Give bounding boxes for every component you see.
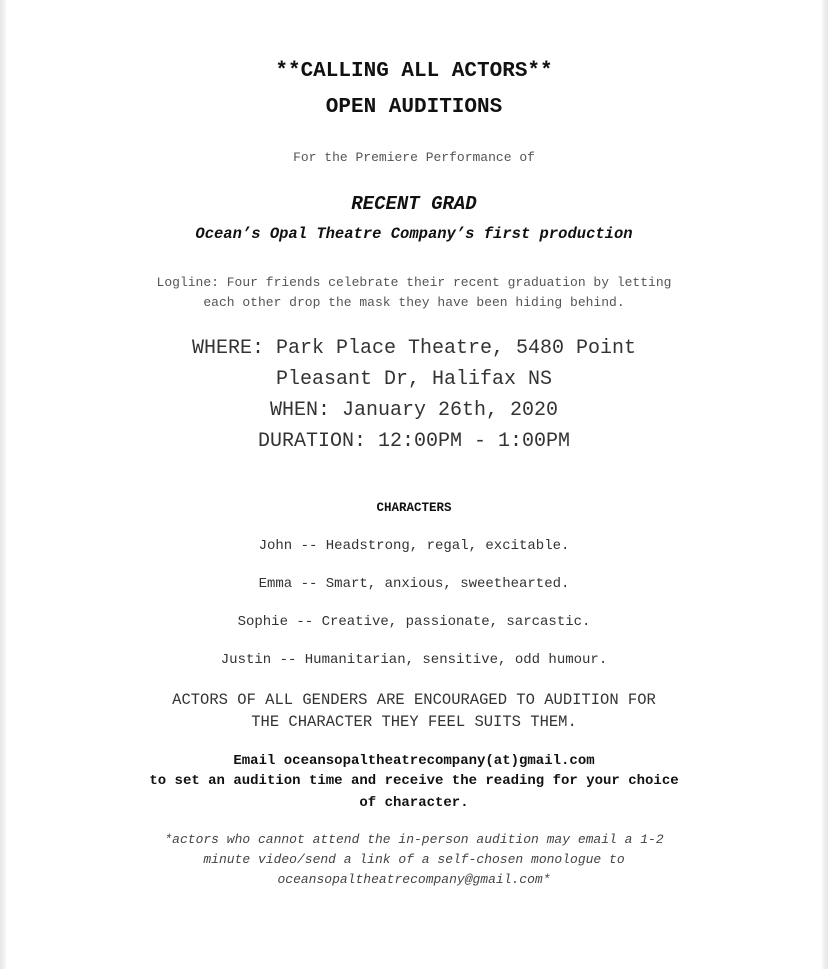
production-title: RECENT GRAD — [351, 193, 477, 215]
logline-line-1: Logline: Four friends celebrate their recent graduation by letting — [156, 275, 672, 290]
footnote-line-3: oceansopaltheatrecompany@gmail.com* — [277, 872, 551, 887]
character-justin: Justin -- Humanitarian, sensitive, odd humour. — [220, 652, 608, 668]
contact-character-line: of character. — [359, 795, 469, 811]
character-emma: Emma -- Smart, anxious, sweethearted. — [258, 576, 570, 592]
intro-text: For the Premiere Performance of — [293, 150, 535, 165]
when-line: WHEN: January 26th, 2020 — [269, 399, 559, 422]
contact-email-line: Email oceansopaltheatrecompany(at)gmail.com — [233, 753, 595, 769]
duration-line: DURATION: 12:00PM - 1:00PM — [257, 430, 571, 453]
genders-line-2: THE CHARACTER THEY FEEL SUITS THEM. — [251, 713, 577, 731]
where-line-1: WHERE: Park Place Theatre, 5480 Point — [191, 337, 637, 360]
genders-line-1: ACTORS OF ALL GENDERS ARE ENCOURAGED TO AUDITION FOR — [172, 691, 656, 709]
page-edge-right — [822, 0, 828, 969]
character-sophie: Sophie -- Creative, passionate, sarcastic. — [237, 614, 591, 630]
footnote-line-2: minute video/send a link of a self-chosen monologue to — [203, 852, 625, 867]
footnote-line-1: *actors who cannot attend the in-person audition may email a 1-2 — [164, 832, 664, 847]
headline-open-auditions: OPEN AUDITIONS — [325, 96, 503, 119]
contact-instructions-line: to set an audition time and receive the reading for your choice — [149, 773, 679, 789]
company-line: Ocean’s Opal Theatre Company’s first production — [195, 225, 633, 243]
document-page — [6, 0, 822, 969]
logline-line-2: each other drop the mask they have been hiding behind. — [203, 295, 625, 310]
character-john: John -- Headstrong, regal, excitable. — [258, 538, 570, 554]
headline-calling-actors: **CALLING ALL ACTORS** — [275, 60, 553, 83]
characters-heading: CHARACTERS — [376, 501, 452, 515]
where-line-2: Pleasant Dr, Halifax NS — [275, 368, 553, 391]
